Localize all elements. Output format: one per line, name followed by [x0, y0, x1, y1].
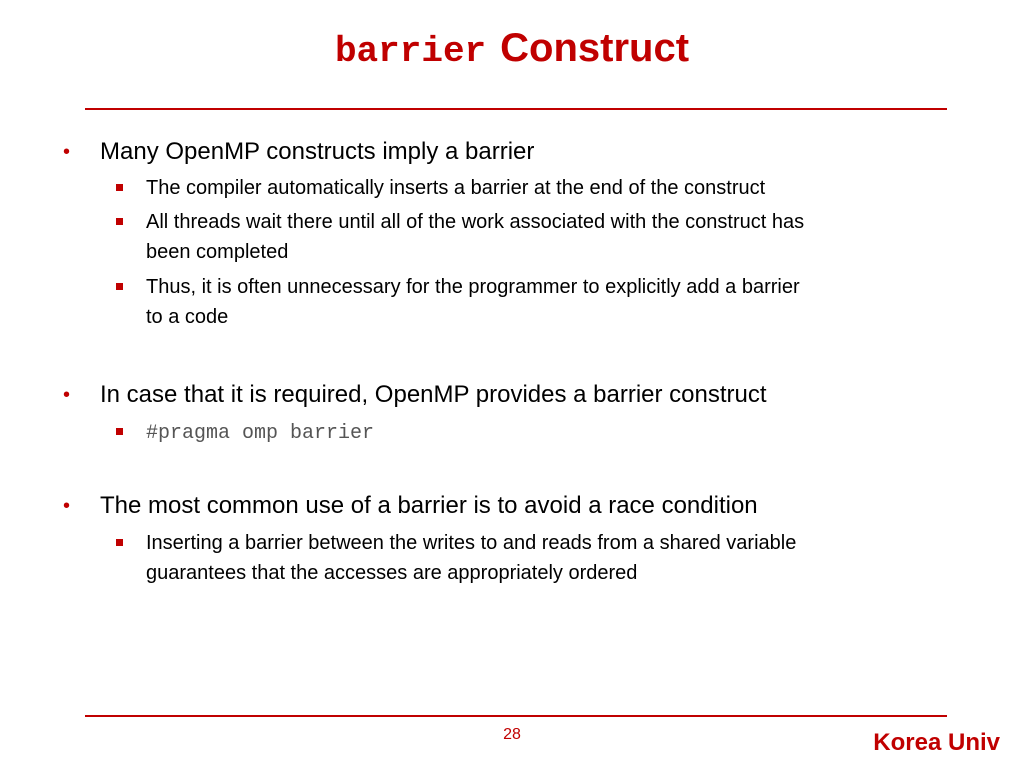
sub-bullet-text: Inserting a barrier between the writes to and reads from a shared variable [146, 532, 797, 554]
bullet-text: The most common use of a barrier is to avoid a race condition [100, 492, 758, 519]
sub-bullet-item [146, 272, 966, 332]
bullet-item [63, 137, 535, 167]
footer-brand: Korea Univ [873, 729, 1000, 756]
bullet-dot-icon: • [63, 141, 71, 163]
sub-bullet-text-cont: been completed [146, 241, 289, 263]
page-number: 28 [503, 726, 521, 743]
bullet-text: In case that it is required, OpenMP provides a barrier construct [100, 381, 767, 408]
sub-bullet-item [146, 173, 966, 203]
slide-title-text: Construct [500, 26, 690, 70]
sub-bullet-text: All threads wait there until all of the work associated with the construct has [146, 211, 805, 233]
sub-bullet-text: Thus, it is often unnecessary for the programmer to explicitly add a barrier [146, 276, 800, 298]
sub-bullet-item [146, 528, 966, 588]
sub-bullet-item [146, 207, 966, 267]
footer-divider [85, 715, 947, 717]
sub-bullet-text: The compiler automatically inserts a barrier at the end of the construct [146, 177, 766, 199]
square-bullet-icon [116, 428, 123, 435]
sub-bullet-item [146, 417, 966, 449]
bullet-dot-icon: • [63, 495, 71, 517]
sub-bullet-text-cont: to a code [146, 306, 229, 328]
square-bullet-icon [116, 184, 123, 191]
sub-bullet-text-cont: guarantees that the accesses are appropriately ordered [146, 562, 638, 584]
title-divider [85, 108, 947, 110]
bullet-item [63, 380, 767, 410]
bullet-dot-icon: • [63, 384, 71, 406]
code-snippet: #pragma omp barrier [146, 422, 375, 445]
slide-title-code: barrier [334, 31, 487, 72]
slide-title [0, 26, 1024, 72]
square-bullet-icon [116, 218, 123, 225]
bullet-item [63, 491, 758, 521]
square-bullet-icon [116, 283, 123, 290]
bullet-text: Many OpenMP constructs imply a barrier [100, 138, 535, 165]
square-bullet-icon [116, 539, 123, 546]
